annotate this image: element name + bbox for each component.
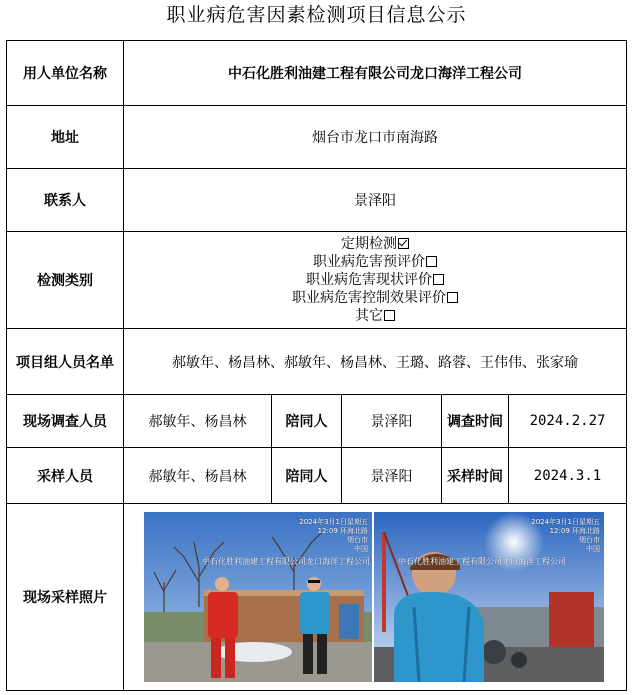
- team-label: 项目组人员名单: [7, 329, 124, 395]
- survey-label: 现场调查人员: [7, 395, 124, 448]
- category-option: [124, 253, 626, 271]
- category-option: [124, 235, 626, 253]
- sampling-time-label: 采样时间: [442, 448, 509, 504]
- address-label: 地址: [7, 106, 124, 169]
- address-value: 烟台市龙口市南海路: [124, 106, 627, 169]
- unit-value: 中石化胜利油建工程有限公司龙口海洋工程公司: [124, 41, 627, 106]
- stamp-line: 烟台市: [347, 536, 368, 544]
- unit-label: 用人单位名称: [7, 41, 124, 106]
- stamp-line: 烟台市: [579, 536, 600, 544]
- category-option-text: 职业病危害预评价: [313, 254, 425, 270]
- photos-cell: [124, 504, 627, 691]
- category-options: [124, 232, 627, 329]
- stamp-line: 12:09 环海北路: [549, 527, 600, 535]
- row-contact: [7, 169, 627, 232]
- unchecked-box-icon: [426, 256, 437, 267]
- unchecked-box-icon: [433, 274, 444, 285]
- sampling-time: 2024.3.1: [509, 448, 627, 504]
- row-team: [7, 329, 627, 395]
- category-option: [124, 271, 626, 289]
- contact-value: 景泽阳: [124, 169, 627, 232]
- category-option: [124, 307, 626, 325]
- category-option-text: 其它: [355, 308, 383, 324]
- site-photo-2: [374, 512, 604, 682]
- photos-label: 现场采样照片: [7, 504, 124, 691]
- stamp-line: 中国: [586, 545, 600, 553]
- checked-box-icon: [398, 238, 409, 249]
- unchecked-box-icon: [447, 292, 458, 303]
- stamp-line: 2024年3月1日星期五: [299, 518, 368, 526]
- site-photo-1: [144, 512, 372, 682]
- category-option-text: 职业病危害现状评价: [306, 272, 432, 288]
- sampling-companion-label: 陪同人: [272, 448, 342, 504]
- contact-label: 联系人: [7, 169, 124, 232]
- survey-companion-label: 陪同人: [272, 395, 342, 448]
- page-title: 职业病危害因素检测项目信息公示: [166, 4, 467, 26]
- row-sampling: [7, 448, 627, 504]
- survey-time: 2024.2.27: [509, 395, 627, 448]
- row-category: [7, 232, 627, 329]
- row-photos: [7, 504, 627, 691]
- photo-1-timestamp: [299, 518, 368, 554]
- stamp-line: 2024年3月1日星期五: [531, 518, 600, 526]
- stamp-line: 中国: [354, 545, 368, 553]
- survey-time-label: 调查时间: [442, 395, 509, 448]
- row-unit: [7, 41, 627, 106]
- photo-1-caption: 中石化胜利油建工程有限公司龙口海洋工程公司: [202, 557, 370, 566]
- row-survey: [7, 395, 627, 448]
- info-table: [6, 40, 627, 691]
- unchecked-box-icon: [384, 310, 395, 321]
- team-value: 郝敏年、杨昌林、郝敏年、杨昌林、王璐、路蓉、王伟伟、张家瑜: [124, 329, 627, 395]
- category-label: 检测类别: [7, 232, 124, 329]
- sampling-companion: 景泽阳: [342, 448, 442, 504]
- photo-2-caption: 中石化胜利油建工程有限公司龙口海洋工程公司: [398, 557, 566, 566]
- survey-staff: 郝敏年、杨昌林: [124, 395, 272, 448]
- row-address: [7, 106, 627, 169]
- photo-2-timestamp: [531, 518, 600, 554]
- survey-companion: 景泽阳: [342, 395, 442, 448]
- category-option: [124, 289, 626, 307]
- sampling-staff: 郝敏年、杨昌林: [124, 448, 272, 504]
- sampling-label: 采样人员: [7, 448, 124, 504]
- category-option-text: 定期检测: [341, 236, 397, 252]
- category-option-text: 职业病危害控制效果评价: [292, 290, 446, 306]
- stamp-line: 12:09 环海北路: [317, 527, 368, 535]
